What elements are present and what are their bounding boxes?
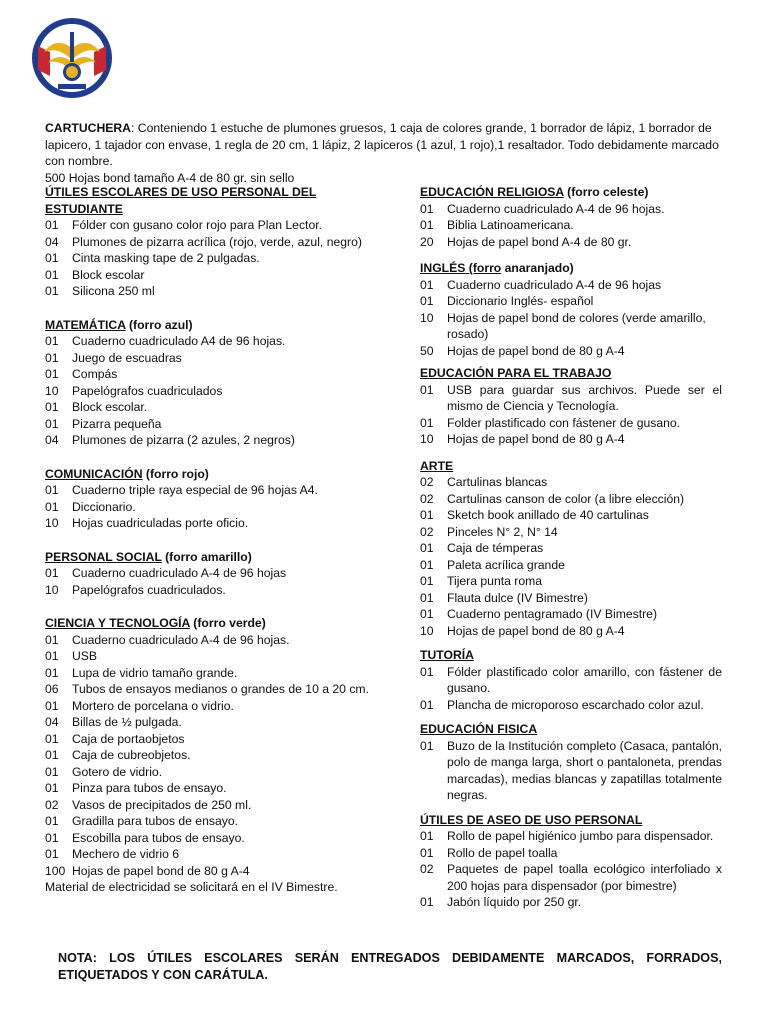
item-quantity: 01 <box>420 201 434 216</box>
list-item <box>45 632 385 649</box>
list-item <box>45 432 385 449</box>
item-quantity: 01 <box>45 781 59 795</box>
intro-block <box>45 120 730 186</box>
item-quantity: 01 <box>420 541 434 555</box>
section-heading: CIENCIA Y TECNOLOGÍA (forro verde) <box>45 616 266 630</box>
section-heading: PERSONAL SOCIAL (forro amarillo) <box>45 549 252 564</box>
list-item <box>420 201 722 218</box>
item-quantity: 01 <box>45 632 59 647</box>
item-text: Cuaderno triple raya especial de 96 hojas A4. <box>72 483 318 497</box>
item-quantity: 01 <box>45 698 59 713</box>
item-text: Lupa de vidrio tamaño grande. <box>72 665 238 680</box>
list-item <box>420 606 722 623</box>
list-item <box>45 714 385 731</box>
list-item <box>45 764 385 781</box>
list-item <box>45 499 385 516</box>
item-quantity: 10 <box>420 623 434 638</box>
list-item <box>45 399 385 416</box>
list-item <box>420 343 722 360</box>
list-item <box>45 416 385 433</box>
item-quantity: 01 <box>420 895 434 909</box>
item-text: Billas de ½ pulgada. <box>72 715 182 729</box>
item-text: Silicona 250 ml <box>72 284 155 298</box>
section-heading: EDUCACIÓN RELIGIOSA (forro celeste) <box>420 185 649 199</box>
cartuchera-text: : Conteniendo 1 estuche de plumones gruesos, 1 caja de colores grande, 1 borrador de lápiz, 1 borrador de lapicero, 1 tajador con envase, 1 regla de 20 cm, 1 lápiz, 2 lapiceros (1 azul, 1 rojo),1 resaltador. Todo debidamente marcado con nombre. <box>45 121 719 168</box>
item-quantity: 01 <box>45 251 59 265</box>
section-arte <box>420 458 722 640</box>
item-text: Block escolar <box>72 267 145 282</box>
section-matematica <box>45 317 385 449</box>
item-text: Pinza para tubos de ensayo. <box>72 781 227 795</box>
item-text: Pizarra pequeña <box>72 416 162 431</box>
item-quantity: 01 <box>420 557 434 572</box>
item-text: Sketch book anillado de 40 cartulinas <box>447 508 649 522</box>
electricidad-note: Material de electricidad se solicitará en el IV Bimestre. <box>45 880 338 894</box>
item-quantity: 01 <box>45 400 59 414</box>
item-quantity: 10 <box>45 582 59 597</box>
list-item <box>45 698 385 715</box>
item-quantity: 01 <box>45 416 59 431</box>
item-text: Cuaderno pentagramado (IV Bimestre) <box>447 607 658 621</box>
item-text: Diccionario Inglés- español <box>447 294 594 308</box>
item-quantity: 01 <box>45 267 59 282</box>
item-quantity: 01 <box>420 664 434 679</box>
item-text: Cartulinas blancas <box>447 475 548 489</box>
item-quantity: 50 <box>420 343 434 358</box>
section-tutoria <box>420 647 722 713</box>
item-text: Cartulinas canson de color (a libre elección) <box>447 491 685 506</box>
list-item <box>420 431 722 448</box>
list-item <box>420 623 722 640</box>
item-quantity: 01 <box>420 738 434 753</box>
item-text: Fólder plastificado color amarillo, con fástener de gusano. <box>447 664 722 695</box>
list-item <box>45 482 385 499</box>
list-item <box>45 234 385 251</box>
section-heading: EDUCACIÓN PARA EL TRABAJO <box>420 366 612 380</box>
item-text: Caja de portaobjetos <box>72 731 185 746</box>
item-quantity: 100 <box>45 863 66 878</box>
list-item <box>420 828 722 845</box>
item-quantity: 02 <box>45 797 59 812</box>
item-text: Folder plastificado con fástener de gusano. <box>447 415 681 430</box>
item-text: Cuaderno cuadriculado A-4 de 96 hojas. <box>447 201 665 216</box>
item-quantity: 01 <box>420 294 434 308</box>
list-item <box>420 277 722 294</box>
item-quantity: 02 <box>420 524 434 539</box>
cartuchera-line <box>45 120 730 170</box>
item-quantity: 02 <box>420 475 434 489</box>
list-item <box>420 310 722 343</box>
list-item <box>45 648 385 665</box>
list-item <box>420 590 722 607</box>
item-quantity: 01 <box>45 350 59 365</box>
list-item <box>420 557 722 574</box>
item-quantity: 01 <box>45 731 59 746</box>
section-comunicacion <box>45 466 385 532</box>
item-quantity: 20 <box>420 234 434 249</box>
item-quantity: 01 <box>420 218 434 232</box>
item-quantity: 01 <box>45 566 59 580</box>
item-quantity: 10 <box>45 516 59 530</box>
list-item <box>420 861 722 894</box>
section-personal-social <box>45 549 385 599</box>
item-quantity: 01 <box>45 764 59 779</box>
section-ingles <box>420 260 722 359</box>
item-text: Hojas de papel bond de 80 g A-4 <box>72 863 250 878</box>
list-item <box>420 738 722 804</box>
item-text: Cuaderno cuadriculado A4 de 96 hojas. <box>72 334 286 348</box>
item-text: Caja de témperas <box>447 541 544 555</box>
item-text: Cinta masking tape de 2 pulgadas. <box>72 251 260 265</box>
item-quantity: 01 <box>420 590 434 605</box>
item-text: Papelógrafos cuadriculados <box>72 383 223 398</box>
list-item <box>45 665 385 682</box>
list-item <box>45 250 385 267</box>
list-item <box>420 894 722 911</box>
item-text: Mortero de porcelana o vidrio. <box>72 698 234 713</box>
list-item <box>420 524 722 541</box>
item-text: Hojas cuadriculadas porte oficio. <box>72 516 249 530</box>
list-item <box>45 366 385 383</box>
section-trabajo <box>420 365 722 448</box>
list-item <box>420 234 722 251</box>
nota-footer: NOTA: LOS ÚTILES ESCOLARES SERÁN ENTREGADOS DEBIDAMENTE MARCADOS, FORRADOS, ETIQUETADOS Y CON CARÁTULA. <box>58 951 722 982</box>
section-heading: COMUNICACIÓN (forro rojo) <box>45 466 209 481</box>
item-text: Plumones de pizarra (2 azules, 2 negros) <box>72 433 295 447</box>
item-text: Flauta dulce (IV Bimestre) <box>447 590 588 605</box>
item-quantity: 01 <box>420 508 434 522</box>
list-item <box>45 283 385 300</box>
item-quantity: 04 <box>45 433 59 447</box>
section-heading: ÚTILES ESCOLARES DE USO PERSONAL DEL ESTUDIANTE <box>45 185 317 216</box>
section-heading: ARTE <box>420 458 454 473</box>
item-text: Compás <box>72 367 118 381</box>
item-text: Escobilla para tubos de ensayo. <box>72 830 245 845</box>
item-quantity: 01 <box>45 483 59 497</box>
item-text: Hojas de papel bond de 80 g A-4 <box>447 432 625 446</box>
item-text: Paquetes de papel toalla ecológico interfoliado x 200 hojas para dispensador (por bimestre) <box>447 862 722 893</box>
section-ciencia-tecnologia <box>45 615 385 896</box>
section-heading: ÚTILES DE ASEO DE USO PERSONAL <box>420 812 643 827</box>
list-item <box>45 350 385 367</box>
item-quantity: 01 <box>420 697 434 712</box>
item-quantity: 01 <box>420 382 434 397</box>
list-item <box>45 383 385 400</box>
list-item <box>45 681 385 698</box>
item-quantity: 01 <box>420 845 434 860</box>
item-text: Block escolar. <box>72 400 148 414</box>
item-text: Cuaderno cuadriculado A-4 de 96 hojas <box>72 566 287 580</box>
list-item <box>420 664 722 697</box>
item-quantity: 02 <box>420 862 434 876</box>
section-utiles-personales <box>45 184 385 300</box>
section-heading: INGLÉS (forro anaranjado) <box>420 261 574 275</box>
item-text: Fólder con gusano color rojo para Plan Lector. <box>72 218 322 232</box>
section-educacion-fisica <box>420 721 722 804</box>
list-item <box>45 582 385 599</box>
list-item <box>420 415 722 432</box>
item-quantity: 04 <box>45 715 59 729</box>
section-utiles-aseo <box>420 812 722 911</box>
list-item <box>420 382 722 415</box>
item-quantity: 06 <box>45 682 59 696</box>
item-text: Cuaderno cuadriculado A-4 de 96 hojas. <box>72 632 290 647</box>
item-text: Rollo de papel toalla <box>447 845 558 860</box>
item-text: Pinceles N° 2, N° 14 <box>447 524 558 539</box>
list-item <box>420 491 722 508</box>
item-quantity: 10 <box>420 432 434 446</box>
list-item <box>45 846 385 863</box>
list-item <box>45 267 385 284</box>
school-crest-logo <box>30 16 114 100</box>
item-quantity: 01 <box>420 829 434 843</box>
hojas-line: 500 Hojas bond tamaño A-4 de 80 gr. sin sello <box>45 170 295 185</box>
item-text: Paleta acrílica grande <box>447 557 565 572</box>
section-heading: EDUCACIÓN FISICA <box>420 722 538 736</box>
item-quantity: 01 <box>420 607 434 621</box>
item-quantity: 10 <box>45 383 59 398</box>
item-quantity: 01 <box>420 277 434 292</box>
item-text: Cuaderno cuadriculado A-4 de 96 hojas <box>447 277 662 292</box>
item-quantity: 01 <box>45 748 59 762</box>
item-quantity: 01 <box>45 334 59 348</box>
item-quantity: 02 <box>420 491 434 506</box>
right-column <box>420 184 722 911</box>
item-text: Rollo de papel higiénico jumbo para dispensador. <box>447 829 714 843</box>
item-quantity: 01 <box>45 814 59 828</box>
item-text: Caja de cubreobjetos. <box>72 748 191 762</box>
item-quantity: 01 <box>45 499 59 514</box>
item-quantity: 01 <box>45 649 59 663</box>
list-item <box>420 507 722 524</box>
list-item <box>420 697 722 714</box>
left-column <box>45 184 385 896</box>
item-text: Hojas de papel bond de 80 g A-4 <box>447 623 625 638</box>
item-text: Gotero de vidrio. <box>72 764 163 779</box>
list-item <box>45 565 385 582</box>
cartuchera-label: CARTUCHERA <box>45 121 131 135</box>
item-quantity: 04 <box>45 234 59 249</box>
list-item <box>420 573 722 590</box>
item-quantity: 01 <box>45 830 59 845</box>
item-quantity: 01 <box>45 847 59 861</box>
item-text: Biblia Latinoamericana. <box>447 218 574 232</box>
list-item <box>45 747 385 764</box>
item-quantity: 01 <box>45 665 59 680</box>
item-text: Plumones de pizarra acrílica (rojo, verde, azul, negro) <box>72 234 362 249</box>
list-item <box>45 863 385 880</box>
section-religiosa <box>420 184 722 250</box>
section-heading: MATEMÁTICA (forro azul) <box>45 317 193 332</box>
item-text: Hojas de papel bond de colores (verde amarillo, rosado) <box>447 310 706 341</box>
section-heading: TUTORÍA <box>420 648 474 662</box>
item-text: Hojas de papel bond de 80 g A-4 <box>447 343 625 358</box>
list-item <box>45 515 385 532</box>
item-quantity: 01 <box>420 415 434 430</box>
item-quantity: 01 <box>45 218 59 232</box>
item-text: USB para guardar sus archivos. Puede ser el mismo de Ciencia y Tecnología. <box>447 382 722 413</box>
list-item <box>45 217 385 234</box>
item-text: Diccionario. <box>72 499 136 514</box>
item-text: Jabón líquido por 250 gr. <box>447 895 582 909</box>
list-item <box>45 780 385 797</box>
item-text: Plancha de microporoso escarchado color azul. <box>447 697 704 712</box>
item-text: Juego de escuadras <box>72 350 182 365</box>
item-text: Tubos de ensayos medianos o grandes de 10 a 20 cm. <box>72 682 369 696</box>
list-item <box>45 333 385 350</box>
item-text: Buzo de la Institución completo (Casaca, pantalón, polo de manga larga, short o pantaloneta, prendas marcadas), medias blancas y zapatillas totalmente negras. <box>447 738 722 802</box>
list-item <box>420 293 722 310</box>
list-item <box>420 540 722 557</box>
item-text: Vasos de precipitados de 250 ml. <box>72 797 252 812</box>
list-item <box>45 797 385 814</box>
list-item <box>420 217 722 234</box>
item-quantity: 01 <box>420 574 434 588</box>
item-text: Gradilla para tubos de ensayo. <box>72 814 238 828</box>
item-quantity: 10 <box>420 310 434 325</box>
item-quantity: 01 <box>45 284 59 298</box>
list-item <box>45 813 385 830</box>
list-item <box>45 830 385 847</box>
item-text: Mechero de vidrio 6 <box>72 847 180 861</box>
item-quantity: 01 <box>45 367 59 381</box>
list-item <box>420 845 722 862</box>
list-item <box>420 474 722 491</box>
item-text: Papelógrafos cuadriculados. <box>72 582 226 597</box>
item-text: Tijera punta roma <box>447 574 543 588</box>
item-text: USB <box>72 649 98 663</box>
list-item <box>45 731 385 748</box>
item-text: Hojas de papel bond A-4 de 80 gr. <box>447 234 632 249</box>
